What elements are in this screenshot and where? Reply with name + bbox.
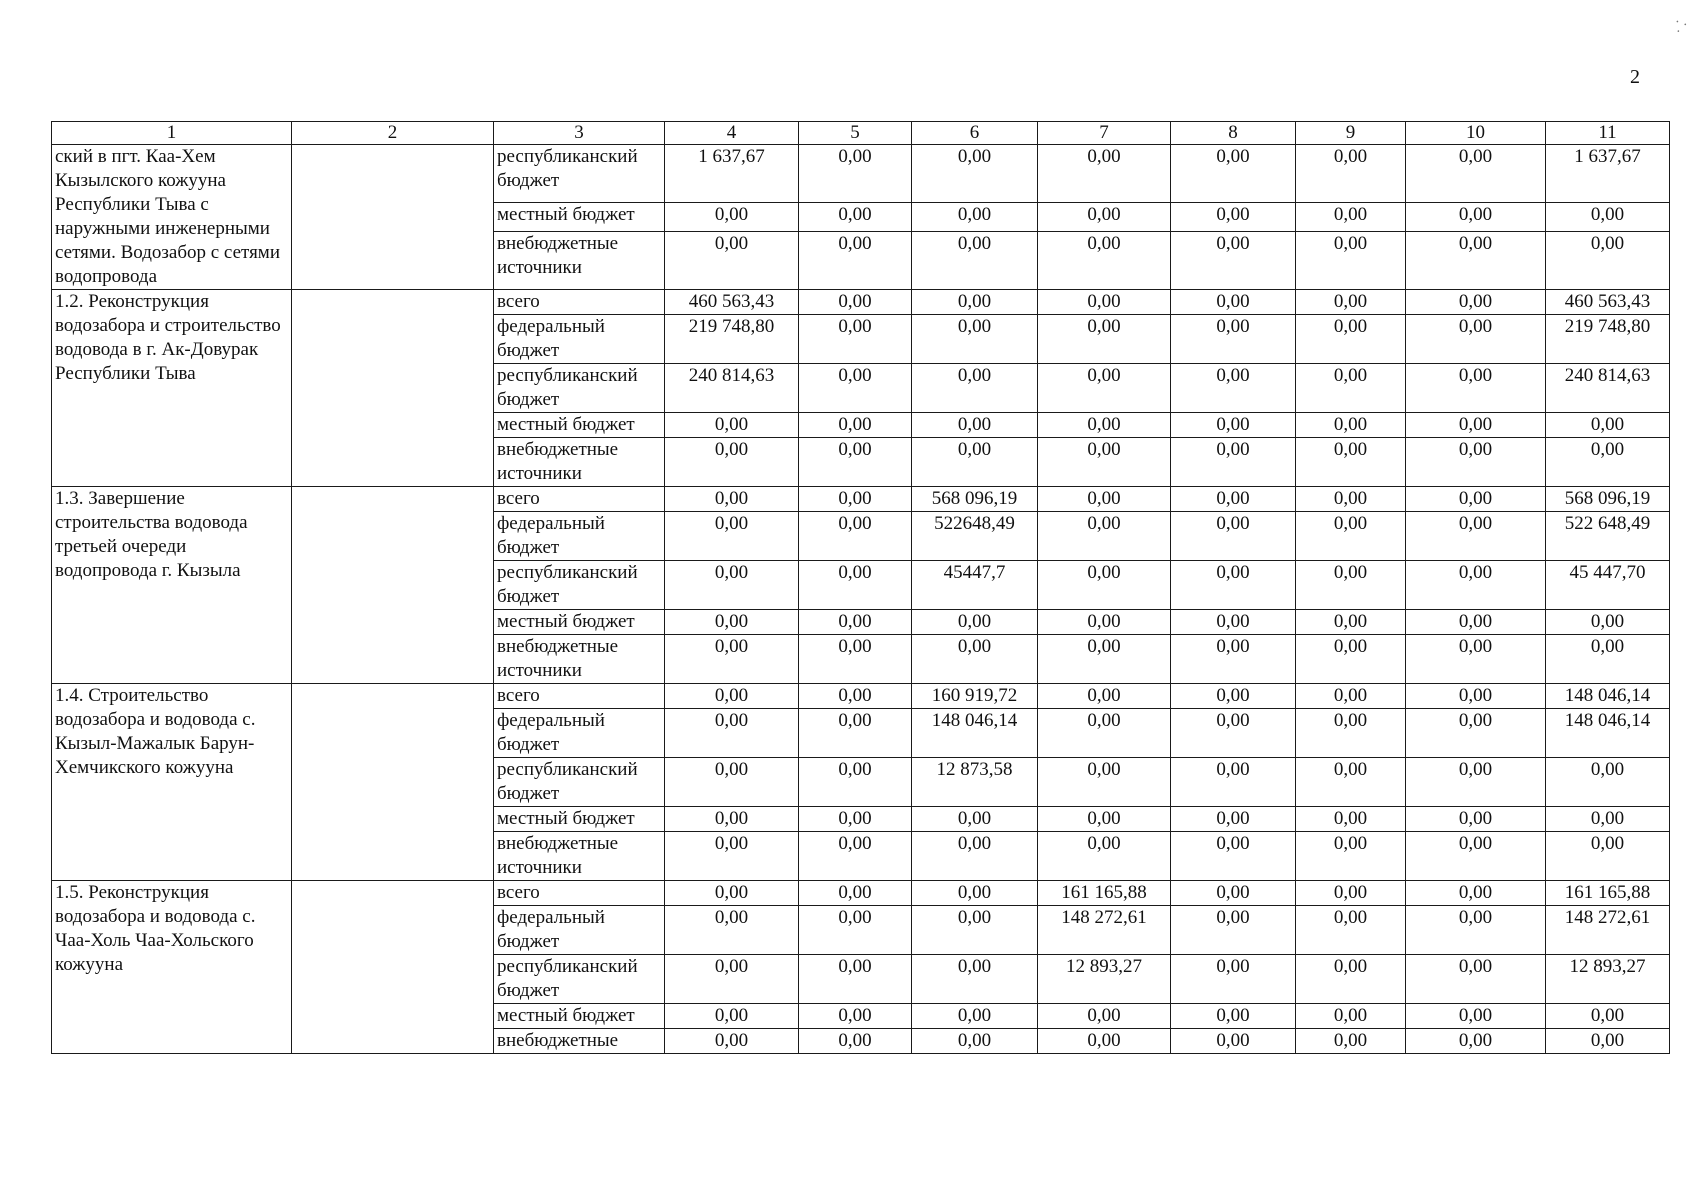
amount-cell-col-4: 0,00 bbox=[665, 832, 799, 881]
amount-cell-col-6: 0,00 bbox=[912, 807, 1038, 832]
header-cell: 3 bbox=[494, 122, 665, 145]
amount-cell-col-10: 0,00 bbox=[1406, 610, 1546, 635]
funding-source-cell: внебюджетные источники bbox=[494, 832, 665, 881]
amount-cell-col-4: 0,00 bbox=[665, 635, 799, 684]
amount-cell-col-4: 219 748,80 bbox=[665, 315, 799, 364]
amount-cell-col-7: 0,00 bbox=[1038, 635, 1171, 684]
amount-cell-col-7: 0,00 bbox=[1038, 290, 1171, 315]
amount-cell-col-6: 0,00 bbox=[912, 145, 1038, 203]
amount-cell-col-4: 0,00 bbox=[665, 232, 799, 290]
amount-cell-col-6: 160 919,72 bbox=[912, 684, 1038, 709]
funding-source-cell: республиканский бюджет bbox=[494, 758, 665, 807]
budget-table bbox=[51, 121, 1670, 1054]
header-cell: 1 bbox=[52, 122, 292, 145]
amount-cell-col-7: 161 165,88 bbox=[1038, 881, 1171, 906]
amount-cell-col-7: 0,00 bbox=[1038, 315, 1171, 364]
column-2-cell bbox=[292, 487, 494, 684]
amount-cell-col-9: 0,00 bbox=[1296, 438, 1406, 487]
column-2-cell bbox=[292, 684, 494, 881]
amount-cell-col-7: 0,00 bbox=[1038, 561, 1171, 610]
amount-cell-col-4: 0,00 bbox=[665, 758, 799, 807]
amount-cell-col-7: 0,00 bbox=[1038, 413, 1171, 438]
amount-cell-col-8: 0,00 bbox=[1171, 438, 1296, 487]
amount-cell-col-10: 0,00 bbox=[1406, 487, 1546, 512]
funding-source-cell: местный бюджет bbox=[494, 610, 665, 635]
amount-cell-col-11: 0,00 bbox=[1546, 832, 1670, 881]
amount-cell-col-4: 1 637,67 bbox=[665, 145, 799, 203]
funding-source-cell: федеральный бюджет bbox=[494, 709, 665, 758]
amount-cell-col-6: 0,00 bbox=[912, 906, 1038, 955]
amount-cell-col-7: 0,00 bbox=[1038, 807, 1171, 832]
amount-cell-col-9: 0,00 bbox=[1296, 202, 1406, 231]
table-row bbox=[52, 487, 1670, 512]
table-row bbox=[52, 145, 1670, 203]
amount-cell-col-6: 522648,49 bbox=[912, 512, 1038, 561]
amount-cell-col-11: 148 046,14 bbox=[1546, 684, 1670, 709]
amount-cell-col-9: 0,00 bbox=[1296, 684, 1406, 709]
amount-cell-col-8: 0,00 bbox=[1171, 1029, 1296, 1054]
amount-cell-col-11: 522 648,49 bbox=[1546, 512, 1670, 561]
funding-source-cell: всего bbox=[494, 684, 665, 709]
funding-source-cell: внебюджетные источники bbox=[494, 438, 665, 487]
funding-source-cell: республиканский бюджет bbox=[494, 955, 665, 1004]
amount-cell-col-9: 0,00 bbox=[1296, 512, 1406, 561]
amount-cell-col-11: 148 046,14 bbox=[1546, 709, 1670, 758]
amount-cell-col-5: 0,00 bbox=[799, 906, 912, 955]
funding-source-cell: местный бюджет bbox=[494, 1004, 665, 1029]
amount-cell-col-4: 0,00 bbox=[665, 202, 799, 231]
amount-cell-col-7: 0,00 bbox=[1038, 438, 1171, 487]
amount-cell-col-8: 0,00 bbox=[1171, 232, 1296, 290]
amount-cell-col-6: 148 046,14 bbox=[912, 709, 1038, 758]
project-title-cell: 1.4. Строительство водозабора и водовода с. Кызыл-Мажалык Барун-Хемчикского кожууна bbox=[52, 684, 292, 881]
amount-cell-col-8: 0,00 bbox=[1171, 955, 1296, 1004]
amount-cell-col-7: 0,00 bbox=[1038, 709, 1171, 758]
amount-cell-col-7: 0,00 bbox=[1038, 832, 1171, 881]
amount-cell-col-6: 12 873,58 bbox=[912, 758, 1038, 807]
amount-cell-col-11: 568 096,19 bbox=[1546, 487, 1670, 512]
amount-cell-col-8: 0,00 bbox=[1171, 906, 1296, 955]
amount-cell-col-8: 0,00 bbox=[1171, 561, 1296, 610]
header-cell: 2 bbox=[292, 122, 494, 145]
amount-cell-col-10: 0,00 bbox=[1406, 709, 1546, 758]
amount-cell-col-10: 0,00 bbox=[1406, 1004, 1546, 1029]
funding-source-cell: местный бюджет bbox=[494, 807, 665, 832]
column-2-cell bbox=[292, 290, 494, 487]
amount-cell-col-6: 0,00 bbox=[912, 955, 1038, 1004]
amount-cell-col-5: 0,00 bbox=[799, 758, 912, 807]
amount-cell-col-6: 568 096,19 bbox=[912, 487, 1038, 512]
amount-cell-col-11: 0,00 bbox=[1546, 807, 1670, 832]
amount-cell-col-8: 0,00 bbox=[1171, 315, 1296, 364]
amount-cell-col-10: 0,00 bbox=[1406, 438, 1546, 487]
amount-cell-col-10: 0,00 bbox=[1406, 145, 1546, 203]
amount-cell-col-8: 0,00 bbox=[1171, 1004, 1296, 1029]
amount-cell-col-4: 240 814,63 bbox=[665, 364, 799, 413]
amount-cell-col-8: 0,00 bbox=[1171, 709, 1296, 758]
amount-cell-col-10: 0,00 bbox=[1406, 232, 1546, 290]
amount-cell-col-8: 0,00 bbox=[1171, 807, 1296, 832]
amount-cell-col-5: 0,00 bbox=[799, 487, 912, 512]
amount-cell-col-8: 0,00 bbox=[1171, 487, 1296, 512]
amount-cell-col-10: 0,00 bbox=[1406, 955, 1546, 1004]
amount-cell-col-9: 0,00 bbox=[1296, 758, 1406, 807]
amount-cell-col-8: 0,00 bbox=[1171, 684, 1296, 709]
amount-cell-col-9: 0,00 bbox=[1296, 315, 1406, 364]
amount-cell-col-10: 0,00 bbox=[1406, 561, 1546, 610]
amount-cell-col-5: 0,00 bbox=[799, 438, 912, 487]
amount-cell-col-4: 0,00 bbox=[665, 955, 799, 1004]
amount-cell-col-9: 0,00 bbox=[1296, 1004, 1406, 1029]
amount-cell-col-10: 0,00 bbox=[1406, 881, 1546, 906]
header-cell: 10 bbox=[1406, 122, 1546, 145]
header-cell: 5 bbox=[799, 122, 912, 145]
funding-source-cell: республиканский бюджет bbox=[494, 364, 665, 413]
project-title-cell: ский в пгт. Каа-Хем Кызылского кожууна Республики Тыва с наружными инженерными сетями. Водозабор с сетями водопровода bbox=[52, 145, 292, 290]
amount-cell-col-5: 0,00 bbox=[799, 1029, 912, 1054]
amount-cell-col-4: 0,00 bbox=[665, 906, 799, 955]
amount-cell-col-4: 0,00 bbox=[665, 709, 799, 758]
amount-cell-col-5: 0,00 bbox=[799, 364, 912, 413]
amount-cell-col-6: 0,00 bbox=[912, 290, 1038, 315]
amount-cell-col-7: 0,00 bbox=[1038, 145, 1171, 203]
amount-cell-col-4: 460 563,43 bbox=[665, 290, 799, 315]
amount-cell-col-10: 0,00 bbox=[1406, 758, 1546, 807]
amount-cell-col-10: 0,00 bbox=[1406, 202, 1546, 231]
amount-cell-col-11: 45 447,70 bbox=[1546, 561, 1670, 610]
amount-cell-col-10: 0,00 bbox=[1406, 1029, 1546, 1054]
amount-cell-col-4: 0,00 bbox=[665, 610, 799, 635]
amount-cell-col-5: 0,00 bbox=[799, 145, 912, 203]
amount-cell-col-10: 0,00 bbox=[1406, 364, 1546, 413]
amount-cell-col-11: 0,00 bbox=[1546, 635, 1670, 684]
amount-cell-col-5: 0,00 bbox=[799, 512, 912, 561]
table-row bbox=[52, 290, 1670, 315]
amount-cell-col-8: 0,00 bbox=[1171, 364, 1296, 413]
amount-cell-col-4: 0,00 bbox=[665, 487, 799, 512]
header-cell: 11 bbox=[1546, 122, 1670, 145]
amount-cell-col-11: 460 563,43 bbox=[1546, 290, 1670, 315]
amount-cell-col-5: 0,00 bbox=[799, 635, 912, 684]
amount-cell-col-10: 0,00 bbox=[1406, 315, 1546, 364]
amount-cell-col-9: 0,00 bbox=[1296, 1029, 1406, 1054]
amount-cell-col-4: 0,00 bbox=[665, 512, 799, 561]
amount-cell-col-4: 0,00 bbox=[665, 561, 799, 610]
amount-cell-col-11: 0,00 bbox=[1546, 1029, 1670, 1054]
amount-cell-col-5: 0,00 bbox=[799, 709, 912, 758]
table-row bbox=[52, 684, 1670, 709]
amount-cell-col-9: 0,00 bbox=[1296, 832, 1406, 881]
funding-source-cell: местный бюджет bbox=[494, 413, 665, 438]
amount-cell-col-7: 0,00 bbox=[1038, 487, 1171, 512]
amount-cell-col-5: 0,00 bbox=[799, 202, 912, 231]
funding-source-cell: внебюджетные источники bbox=[494, 635, 665, 684]
amount-cell-col-9: 0,00 bbox=[1296, 413, 1406, 438]
amount-cell-col-8: 0,00 bbox=[1171, 832, 1296, 881]
amount-cell-col-10: 0,00 bbox=[1406, 512, 1546, 561]
amount-cell-col-9: 0,00 bbox=[1296, 232, 1406, 290]
amount-cell-col-7: 0,00 bbox=[1038, 202, 1171, 231]
amount-cell-col-11: 12 893,27 bbox=[1546, 955, 1670, 1004]
amount-cell-col-8: 0,00 bbox=[1171, 758, 1296, 807]
amount-cell-col-9: 0,00 bbox=[1296, 364, 1406, 413]
amount-cell-col-4: 0,00 bbox=[665, 1029, 799, 1054]
amount-cell-col-7: 12 893,27 bbox=[1038, 955, 1171, 1004]
column-2-cell bbox=[292, 881, 494, 1054]
header-cell: 8 bbox=[1171, 122, 1296, 145]
amount-cell-col-11: 148 272,61 bbox=[1546, 906, 1670, 955]
amount-cell-col-11: 0,00 bbox=[1546, 413, 1670, 438]
amount-cell-col-6: 0,00 bbox=[912, 881, 1038, 906]
amount-cell-col-11: 0,00 bbox=[1546, 758, 1670, 807]
header-cell: 9 bbox=[1296, 122, 1406, 145]
amount-cell-col-8: 0,00 bbox=[1171, 145, 1296, 203]
amount-cell-col-9: 0,00 bbox=[1296, 487, 1406, 512]
corner-scan-mark: ⸪ bbox=[1671, 19, 1688, 38]
funding-source-cell: всего bbox=[494, 290, 665, 315]
amount-cell-col-9: 0,00 bbox=[1296, 906, 1406, 955]
amount-cell-col-6: 0,00 bbox=[912, 364, 1038, 413]
table-row bbox=[52, 881, 1670, 906]
amount-cell-col-9: 0,00 bbox=[1296, 807, 1406, 832]
amount-cell-col-4: 0,00 bbox=[665, 1004, 799, 1029]
amount-cell-col-4: 0,00 bbox=[665, 413, 799, 438]
amount-cell-col-6: 0,00 bbox=[912, 232, 1038, 290]
amount-cell-col-5: 0,00 bbox=[799, 561, 912, 610]
amount-cell-col-4: 0,00 bbox=[665, 807, 799, 832]
amount-cell-col-7: 0,00 bbox=[1038, 610, 1171, 635]
amount-cell-col-9: 0,00 bbox=[1296, 709, 1406, 758]
amount-cell-col-10: 0,00 bbox=[1406, 413, 1546, 438]
project-title-cell: 1.3. Завершение строительства водовода третьей очереди водопровода г. Кызыла bbox=[52, 487, 292, 684]
header-cell: 4 bbox=[665, 122, 799, 145]
amount-cell-col-11: 0,00 bbox=[1546, 232, 1670, 290]
amount-cell-col-4: 0,00 bbox=[665, 684, 799, 709]
amount-cell-col-7: 0,00 bbox=[1038, 1029, 1171, 1054]
amount-cell-col-10: 0,00 bbox=[1406, 807, 1546, 832]
amount-cell-col-7: 148 272,61 bbox=[1038, 906, 1171, 955]
amount-cell-col-5: 0,00 bbox=[799, 955, 912, 1004]
amount-cell-col-11: 1 637,67 bbox=[1546, 145, 1670, 203]
amount-cell-col-11: 0,00 bbox=[1546, 438, 1670, 487]
amount-cell-col-11: 0,00 bbox=[1546, 1004, 1670, 1029]
column-2-cell bbox=[292, 145, 494, 290]
funding-source-cell: республиканский бюджет bbox=[494, 145, 665, 203]
amount-cell-col-5: 0,00 bbox=[799, 610, 912, 635]
amount-cell-col-5: 0,00 bbox=[799, 881, 912, 906]
amount-cell-col-5: 0,00 bbox=[799, 832, 912, 881]
amount-cell-col-8: 0,00 bbox=[1171, 512, 1296, 561]
amount-cell-col-5: 0,00 bbox=[799, 684, 912, 709]
amount-cell-col-6: 0,00 bbox=[912, 315, 1038, 364]
funding-source-cell: федеральный бюджет bbox=[494, 906, 665, 955]
header-cell: 6 bbox=[912, 122, 1038, 145]
amount-cell-col-7: 0,00 bbox=[1038, 512, 1171, 561]
amount-cell-col-11: 0,00 bbox=[1546, 202, 1670, 231]
amount-cell-col-8: 0,00 bbox=[1171, 610, 1296, 635]
amount-cell-col-10: 0,00 bbox=[1406, 290, 1546, 315]
amount-cell-col-4: 0,00 bbox=[665, 438, 799, 487]
amount-cell-col-9: 0,00 bbox=[1296, 610, 1406, 635]
header-row bbox=[52, 122, 1670, 145]
amount-cell-col-5: 0,00 bbox=[799, 413, 912, 438]
amount-cell-col-9: 0,00 bbox=[1296, 881, 1406, 906]
amount-cell-col-6: 0,00 bbox=[912, 832, 1038, 881]
amount-cell-col-11: 219 748,80 bbox=[1546, 315, 1670, 364]
amount-cell-col-11: 161 165,88 bbox=[1546, 881, 1670, 906]
amount-cell-col-7: 0,00 bbox=[1038, 1004, 1171, 1029]
table-body bbox=[52, 122, 1670, 1054]
funding-source-cell: всего bbox=[494, 487, 665, 512]
amount-cell-col-11: 240 814,63 bbox=[1546, 364, 1670, 413]
amount-cell-col-10: 0,00 bbox=[1406, 635, 1546, 684]
page-number: 2 bbox=[1630, 66, 1640, 88]
amount-cell-col-8: 0,00 bbox=[1171, 881, 1296, 906]
amount-cell-col-6: 0,00 bbox=[912, 202, 1038, 231]
amount-cell-col-7: 0,00 bbox=[1038, 758, 1171, 807]
amount-cell-col-6: 0,00 bbox=[912, 1004, 1038, 1029]
amount-cell-col-7: 0,00 bbox=[1038, 684, 1171, 709]
amount-cell-col-9: 0,00 bbox=[1296, 955, 1406, 1004]
amount-cell-col-6: 0,00 bbox=[912, 635, 1038, 684]
amount-cell-col-10: 0,00 bbox=[1406, 684, 1546, 709]
funding-source-cell: всего bbox=[494, 881, 665, 906]
funding-source-cell: внебюджетные bbox=[494, 1029, 665, 1054]
amount-cell-col-10: 0,00 bbox=[1406, 906, 1546, 955]
amount-cell-col-5: 0,00 bbox=[799, 1004, 912, 1029]
project-title-cell: 1.5. Реконструкция водозабора и водовода с. Чаа-Холь Чаа-Хольского кожууна bbox=[52, 881, 292, 1054]
amount-cell-col-8: 0,00 bbox=[1171, 202, 1296, 231]
funding-source-cell: федеральный бюджет bbox=[494, 512, 665, 561]
amount-cell-col-5: 0,00 bbox=[799, 290, 912, 315]
amount-cell-col-9: 0,00 bbox=[1296, 561, 1406, 610]
amount-cell-col-6: 0,00 bbox=[912, 610, 1038, 635]
amount-cell-col-7: 0,00 bbox=[1038, 364, 1171, 413]
amount-cell-col-6: 0,00 bbox=[912, 438, 1038, 487]
amount-cell-col-5: 0,00 bbox=[799, 807, 912, 832]
amount-cell-col-6: 0,00 bbox=[912, 413, 1038, 438]
amount-cell-col-6: 0,00 bbox=[912, 1029, 1038, 1054]
funding-source-cell: федеральный бюджет bbox=[494, 315, 665, 364]
amount-cell-col-8: 0,00 bbox=[1171, 413, 1296, 438]
amount-cell-col-9: 0,00 bbox=[1296, 635, 1406, 684]
funding-source-cell: внебюджетные источники bbox=[494, 232, 665, 290]
amount-cell-col-5: 0,00 bbox=[799, 232, 912, 290]
amount-cell-col-10: 0,00 bbox=[1406, 832, 1546, 881]
amount-cell-col-7: 0,00 bbox=[1038, 232, 1171, 290]
header-cell: 7 bbox=[1038, 122, 1171, 145]
funding-source-cell: местный бюджет bbox=[494, 202, 665, 231]
amount-cell-col-4: 0,00 bbox=[665, 881, 799, 906]
amount-cell-col-11: 0,00 bbox=[1546, 610, 1670, 635]
amount-cell-col-8: 0,00 bbox=[1171, 290, 1296, 315]
funding-source-cell: республиканский бюджет bbox=[494, 561, 665, 610]
amount-cell-col-8: 0,00 bbox=[1171, 635, 1296, 684]
project-title-cell: 1.2. Реконструкция водозабора и строительство водовода в г. Ак-Довурак Республики Тыва bbox=[52, 290, 292, 487]
amount-cell-col-9: 0,00 bbox=[1296, 145, 1406, 203]
amount-cell-col-5: 0,00 bbox=[799, 315, 912, 364]
amount-cell-col-6: 45447,7 bbox=[912, 561, 1038, 610]
amount-cell-col-9: 0,00 bbox=[1296, 290, 1406, 315]
